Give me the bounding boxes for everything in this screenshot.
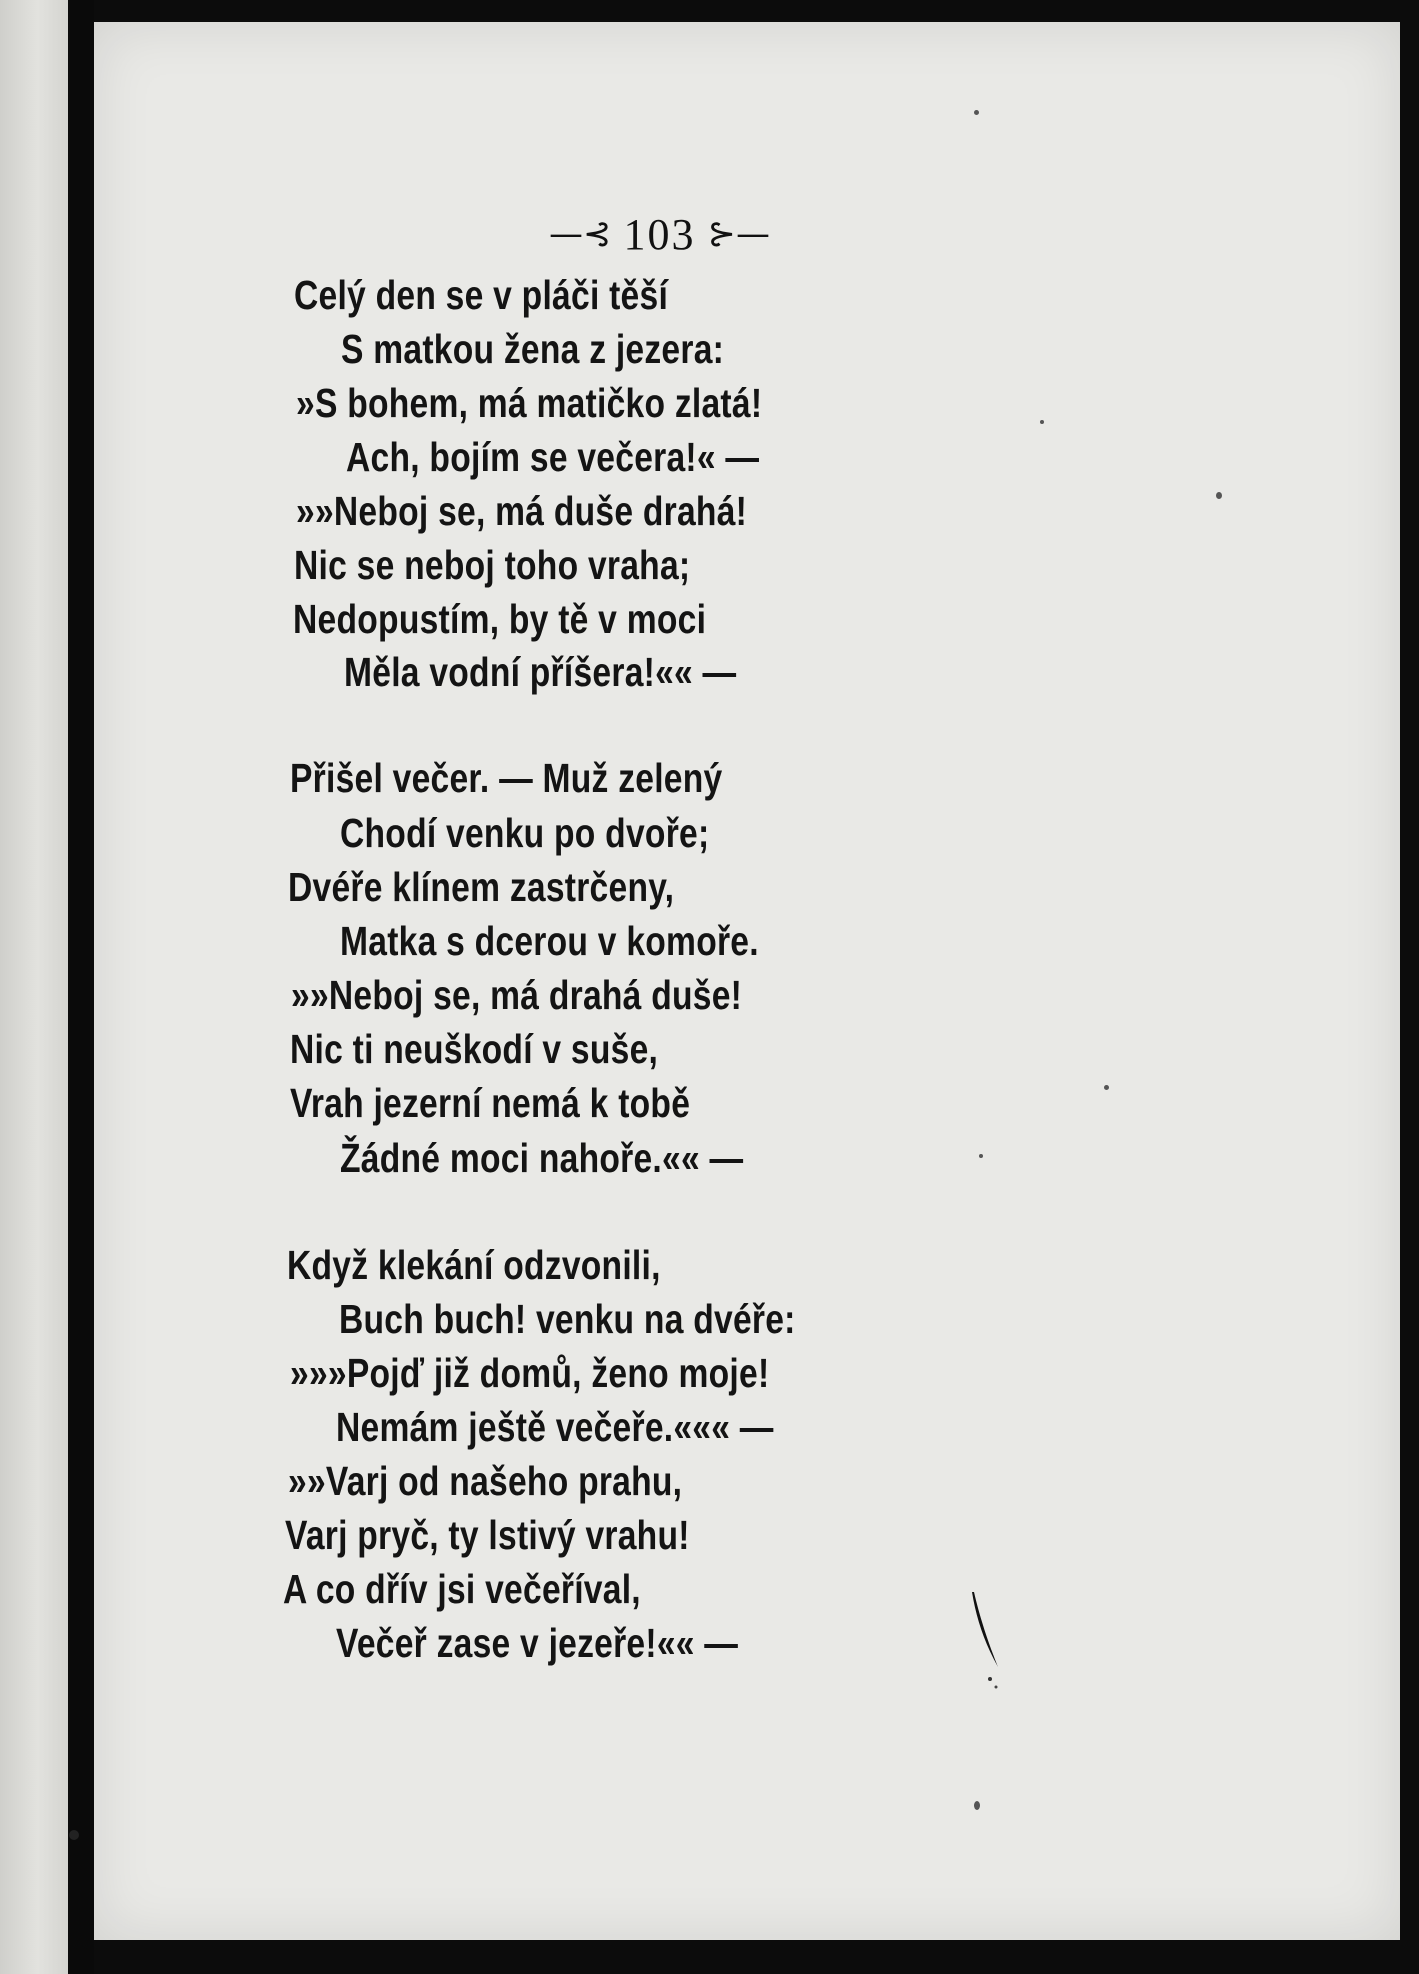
poem-line: Měla vodní příšera!«« — xyxy=(344,649,737,695)
poem-line: Žádné moci nahoře.«« — xyxy=(340,1135,744,1181)
adjacent-page-edge xyxy=(0,0,68,1974)
poem-line: Když klekání odzvonili, xyxy=(287,1242,661,1288)
poem-line: Přišel večer. — Muž zelený xyxy=(290,755,723,801)
poem-line: »»Neboj se, má drahá duše! xyxy=(291,972,743,1018)
poem-line: Chodí venku po dvoře; xyxy=(340,810,710,856)
poem-line: S matkou žena z jezera: xyxy=(341,326,725,372)
poem-line: Matka s dcerou v komoře. xyxy=(340,918,759,964)
book-gutter xyxy=(68,0,94,1974)
poem-line: »»Neboj se, má duše drahá! xyxy=(296,488,748,534)
poem-line: Dvéře klínem zastrčeny, xyxy=(288,864,675,910)
book-page xyxy=(94,22,1400,1940)
page-number-text: 103 xyxy=(623,209,696,259)
poem-line: »»»Pojď již domů, ženo moje! xyxy=(290,1350,770,1396)
poem-line: Celý den se v pláči těší xyxy=(294,272,669,318)
poem-text xyxy=(94,22,1400,1940)
ornament-left-icon: —⊰ xyxy=(549,214,612,254)
poem-line: Ach, bojím se večera!« — xyxy=(346,434,760,480)
poem-line: Večeř zase v jezeře!«« — xyxy=(336,1620,739,1666)
paper-speck xyxy=(69,1830,79,1840)
poem-line: Varj pryč, ty lstivý vrahu! xyxy=(285,1512,690,1558)
poem-line: »S bohem, má matičko zlatá! xyxy=(296,380,763,426)
ornament-right-icon: ⊱— xyxy=(707,214,770,254)
poem-line: Buch buch! venku na dvéře: xyxy=(339,1296,796,1342)
poem-line: Vrah jezerní nemá k tobě xyxy=(290,1080,691,1126)
ink-blot xyxy=(964,1587,1004,1697)
poem-line: A co dřív jsi večeříval, xyxy=(283,1566,641,1612)
poem-line: »»Varj od našeho prahu, xyxy=(288,1458,683,1504)
poem-line: Nic se neboj toho vraha; xyxy=(294,542,691,588)
poem-line: Nedopustím, by tě v moci xyxy=(293,596,707,642)
poem-line: Nic ti neuškodí v suše, xyxy=(290,1026,659,1072)
poem-line: Nemám ještě večeře.««« — xyxy=(336,1404,774,1450)
